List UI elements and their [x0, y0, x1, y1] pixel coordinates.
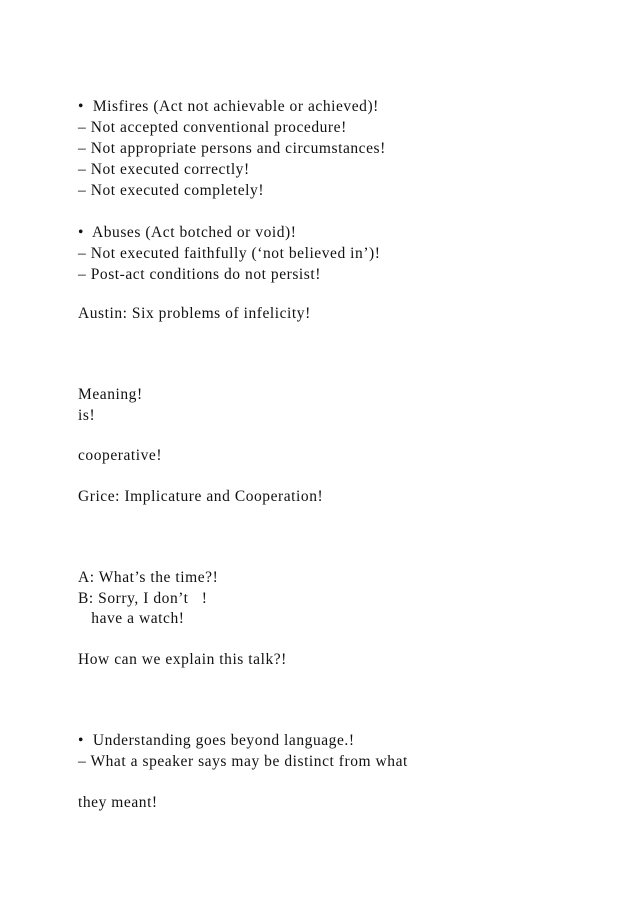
text-line: Grice: Implicature and Cooperation!	[78, 488, 324, 505]
text-line: • Abuses (Act botched or void)!	[78, 224, 297, 241]
text-line: B: Sorry, I don’t !	[78, 590, 208, 607]
text-line: A: What’s the time?!	[78, 569, 219, 586]
text-line: • Misfires (Act not achievable or achieved)!	[78, 98, 379, 115]
text-line: cooperative!	[78, 447, 163, 464]
text-line: is!	[78, 407, 96, 424]
text-line: How can we explain this talk?!	[78, 651, 287, 668]
text-line: – Not appropriate persons and circumstances!	[78, 140, 386, 157]
text-line: – Not executed correctly!	[78, 161, 250, 178]
text-line: – Not executed completely!	[78, 182, 265, 199]
text-line: – What a speaker says may be distinct from what	[78, 753, 408, 770]
text-line: – Post-act conditions do not persist!	[78, 266, 321, 283]
text-line: they meant!	[78, 794, 158, 811]
text-line: Meaning!	[78, 386, 143, 403]
text-line: have a watch!	[78, 610, 185, 627]
text-line: – Not accepted conventional procedure!	[78, 119, 347, 136]
text-line: Austin: Six problems of infelicity!	[78, 305, 311, 322]
text-line: – Not executed faithfully (‘not believed in’)!	[78, 245, 381, 262]
text-line: • Understanding goes beyond language.!	[78, 732, 355, 749]
